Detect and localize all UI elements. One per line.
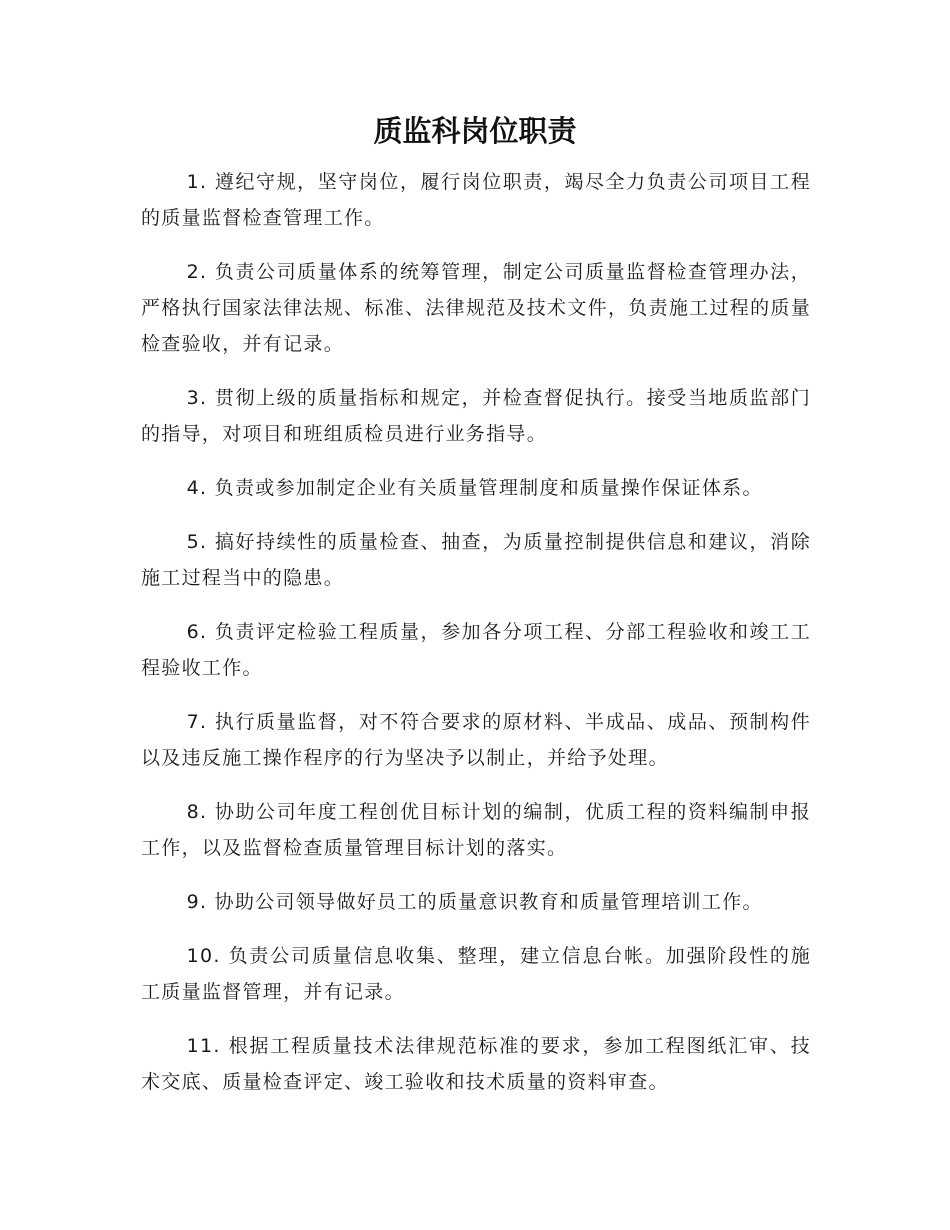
duty-paragraph-10: 10. 负责公司质量信息收集、整理，建立信息台帐。加强阶段性的施工质量监督管理，并有记录。 [141, 945, 811, 1003]
duty-paragraph-6: 6. 负责评定检验工程质量，参加各分项工程、分部工程验收和竣工工程验收工作。 [141, 621, 811, 679]
document-body [141, 164, 811, 1118]
duty-paragraph-8: 8. 协助公司年度工程创优目标计划的编制，优质工程的资料编制申报工作，以及监督检查质量管理目标计划的落实。 [141, 801, 811, 859]
duty-paragraph-7: 7. 执行质量监督，对不符合要求的原材料、半成品、成品、预制构件以及违反施工操作程序的行为坚决予以制止，并给予处理。 [141, 711, 811, 769]
duty-paragraph-9: 9. 协助公司领导做好员工的质量意识教育和质量管理培训工作。 [186, 891, 763, 913]
duty-paragraph-1: 1. 遵纪守规，坚守岗位，履行岗位职责，竭尽全力负责公司项目工程的质量监督检查管理工作。 [141, 171, 811, 229]
duty-paragraph-2: 2. 负责公司质量体系的统筹管理，制定公司质量监督检查管理办法，严格执行国家法律法规、标准、法律规范及技术文件，负责施工过程的质量检查验收，并有记录。 [141, 261, 811, 355]
document-title: 质监科岗位职责 [373, 114, 577, 148]
duty-paragraph-4: 4. 负责或参加制定企业有关质量管理制度和质量操作保证体系。 [186, 477, 763, 499]
duty-paragraph-5: 5. 搞好持续性的质量检查、抽查，为质量控制提供信息和建议，消除施工过程当中的隐患。 [141, 531, 811, 589]
duty-paragraph-3: 3. 贯彻上级的质量指标和规定，并检查督促执行。接受当地质监部门的指导，对项目和班组质检员进行业务指导。 [141, 387, 811, 445]
duty-paragraph-11: 11. 根据工程质量技术法律规范标准的要求，参加工程图纸汇审、技术交底、质量检查评定、竣工验收和技术质量的资料审查。 [141, 1035, 811, 1093]
